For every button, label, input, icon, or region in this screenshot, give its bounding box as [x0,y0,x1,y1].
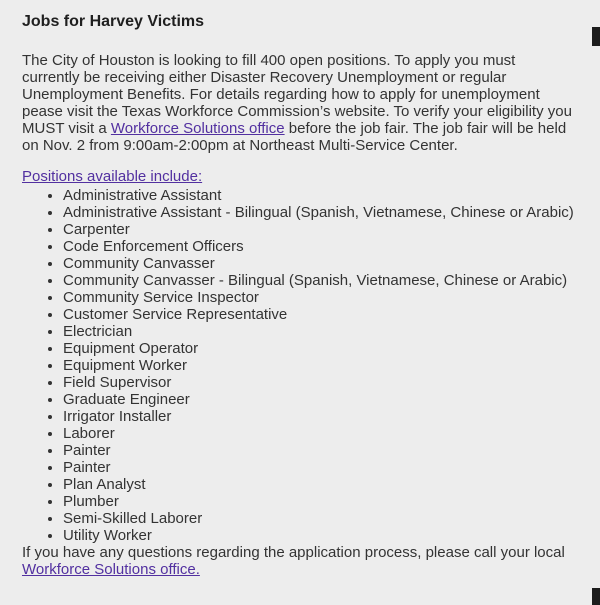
position-item: • Carpenter [63,221,574,238]
intro-text-before-link: The City of Houston is looking to fill 400 open positions. To apply you must currently be receiving either Disaster Recovery Unemployment or regular Unemployment Benefits. For details regarding how to apply for unemployment pease visit the Texas Workforce Commission’s website. To verify your eligibility you MUST visit a [22,52,572,137]
workforce-solutions-link[interactable]: Workforce Solutions office [110,120,285,137]
position-item: • Utility Worker [63,527,574,544]
position-item: • Field Supervisor [63,374,574,391]
position-item: • Administrative Assistant - Bilingual (Spanish, Vietnamese, Chinese or Arabic) [63,204,574,221]
scrollbar-thumb-top[interactable] [592,27,600,46]
position-item: • Customer Service Representative [63,306,574,323]
position-item: • Code Enforcement Officers [63,238,574,255]
position-item: • Electrician [63,323,574,340]
position-item: • Equipment Operator [63,340,574,357]
position-item: • Equipment Worker [63,357,574,374]
position-item: • Irrigator Installer [63,408,574,425]
footer-paragraph [22,544,574,578]
footer-text-before-link: If you have any questions regarding the application process, please call your local [22,544,565,561]
scrollbar-thumb-bottom[interactable] [592,588,600,605]
workforce-solutions-footer-link[interactable]: Workforce Solutions office. [22,561,200,578]
position-item: • Community Canvasser - Bilingual (Spanish, Vietnamese, Chinese or Arabic) [63,272,574,289]
position-item: • Community Canvasser [63,255,574,272]
position-item: • Laborer [63,425,574,442]
position-item: • Painter [63,442,574,459]
positions-list [22,187,574,544]
intro-paragraph [22,52,574,154]
position-item: • Administrative Assistant [63,187,574,204]
position-item: • Painter [63,459,574,476]
position-item: • Semi-Skilled Laborer [63,510,574,527]
position-item: • Plumber [63,493,574,510]
position-item: • Community Service Inspector [63,289,574,306]
positions-heading-line [22,168,574,185]
intro-text-after-link: before the job fair. The job fair will be held on Nov. 2 from 9:00am-2:00pm at Northeast Multi-Service Center. [22,120,567,154]
position-item: • Graduate Engineer [63,391,574,408]
position-item: • Plan Analyst [63,476,574,493]
page-title: Jobs for Harvey Victims [22,13,205,30]
positions-available-link[interactable]: Positions available include: [22,168,203,185]
